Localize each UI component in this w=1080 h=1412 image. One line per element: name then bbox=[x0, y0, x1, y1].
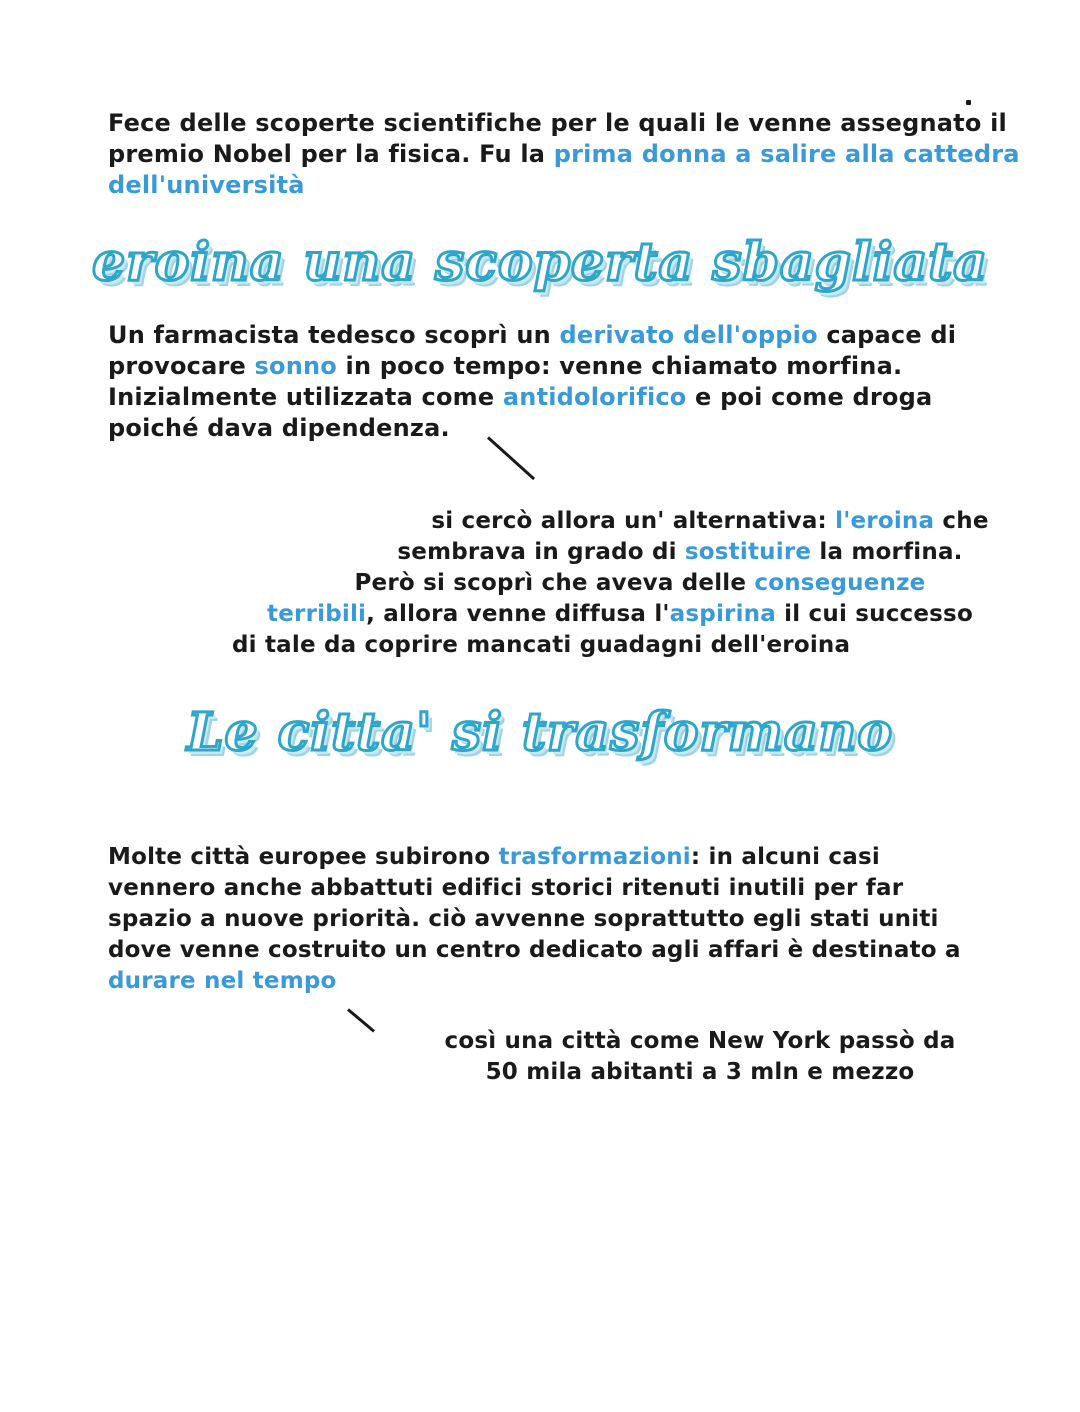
text-line: poiché dava dipendenza. bbox=[108, 414, 450, 442]
highlight-text: dell'università bbox=[108, 171, 305, 199]
text-line: Fece delle scoperte scientifiche per le quali le venne assegnato il bbox=[108, 109, 1007, 137]
highlight-text: sostituire bbox=[684, 539, 812, 565]
heading-heroin: eroina una scoperta sbagliata bbox=[92, 232, 988, 293]
text-line: spazio a nuove priorità. ciò avvenne soprattutto egli stati uniti bbox=[108, 906, 939, 932]
text-line: provocare sonno in poco tempo: venne chiamato morfina. bbox=[108, 352, 903, 380]
highlight-text: durare nel tempo bbox=[108, 968, 337, 994]
highlight-text: antidolorifico bbox=[502, 383, 687, 411]
paragraph-nobel bbox=[108, 108, 1020, 201]
text-line: 50 mila abitanti a 3 mln e mezzo bbox=[485, 1059, 915, 1085]
text-line: premio Nobel per la fisica. Fu la prima donna a salire alla cattedra bbox=[108, 140, 1020, 168]
text-line: vennero anche abbattuti edifici storici ritenuti inutili per far bbox=[108, 875, 904, 901]
heading-cities: Le citta' si trasformano bbox=[186, 702, 894, 763]
highlight-text: conseguenze bbox=[754, 570, 926, 596]
corner-dot bbox=[966, 100, 971, 105]
text-line: Molte città europee subirono trasformazioni: in alcuni casi bbox=[108, 844, 880, 870]
highlight-text: sonno bbox=[254, 352, 337, 380]
text-line: dove venne costruito un centro dedicato agli affari è destinato a bbox=[108, 937, 961, 963]
highlight-text: prima donna a salire alla cattedra bbox=[553, 140, 1020, 168]
text-line: Inizialmente utilizzata come antidolorifico e poi come droga bbox=[108, 383, 933, 411]
text-line: Però si scoprì che aveva delle conseguenze bbox=[354, 570, 926, 596]
highlight-text: aspirina bbox=[669, 601, 776, 627]
text-line: di tale da coprire mancati guadagni dell'eroina bbox=[232, 632, 851, 658]
paragraph-heroin bbox=[140, 506, 1080, 661]
paragraph-morphine bbox=[108, 320, 956, 444]
paragraph-newyork bbox=[440, 1026, 960, 1088]
highlight-text: l'eroina bbox=[835, 508, 935, 534]
highlight-text: trasformazioni bbox=[498, 844, 691, 870]
highlight-text: derivato dell'oppio bbox=[559, 321, 818, 349]
text-line bbox=[108, 966, 961, 997]
paragraph-cities bbox=[108, 842, 961, 997]
text-line: si cercò allora un' alternativa: l'eroina che bbox=[431, 508, 989, 534]
text-line bbox=[108, 170, 1020, 201]
text-line: sembrava in grado di sostituire la morfina. bbox=[397, 539, 963, 565]
text-line: terribili, allora venne diffusa l'aspirina il cui successo bbox=[267, 601, 973, 627]
arrow-stroke bbox=[347, 1008, 375, 1032]
highlight-text: terribili bbox=[267, 601, 367, 627]
text-line: Un farmacista tedesco scoprì un derivato dell'oppio capace di bbox=[108, 321, 957, 349]
text-line: così una città come New York passò da bbox=[444, 1028, 956, 1054]
